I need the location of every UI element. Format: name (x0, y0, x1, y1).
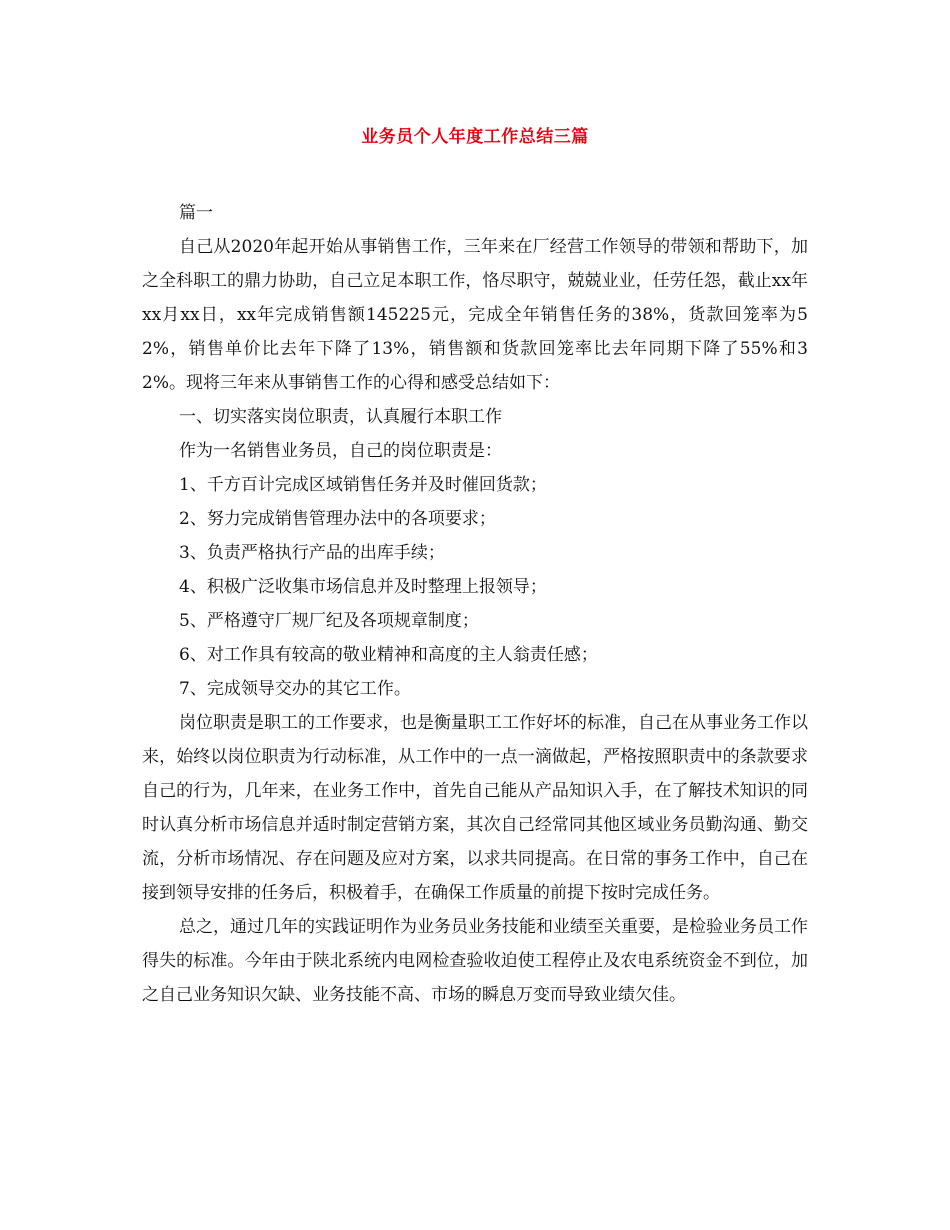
paragraph-intro: 自己从2020年起开始从事销售工作，三年来在厂经营工作领导的带领和帮助下，加之全科职工的鼎力协助，自己立足本职工作，恪尽职守，兢兢业业，任劳任怨，截止xx年xx月xx日，xx年完成销售额145225元，完成全年销售任务的38%，货款回笼率为52%，销售单价比去年下降了13%，销售额和货款回笼率比去年同期下降了55%和32%。现将三年来从事销售工作的心得和感受总结如下： (142, 237, 808, 393)
paragraph-duties-intro: 作为一名销售业务员，自己的岗位职责是： (179, 441, 502, 461)
section-heading-part-one: 篇一 (179, 203, 213, 223)
paragraph-duty-standard: 岗位职责是职工的工作要求，也是衡量职工工作好坏的标准，自己在从事业务工作以来，始终以岗位职责为行动标准，从工作中的一点一滴做起，严格按照职责中的条款要求自己的行为，几年来，在业务工作中，首先自己能从产品知识入手，在了解技术知识的同时认真分析市场信息并适时制定营销方案，其次自己经常同其他区域业务员勤沟通、勤交流，分析市场情况、存在问题及应对方案，以求共同提高。在日常的事务工作中，自己在接到领导安排的任务后，积极着手，在确保工作质量的前提下按时完成任务。 (142, 713, 808, 903)
duty-item-4: 4、积极广泛收集市场信息并及时整理上报领导； (179, 577, 547, 597)
duty-item-6: 6、对工作具有较高的敬业精神和高度的主人翁责任感； (179, 645, 598, 665)
duty-item-2: 2、努力完成销售管理办法中的各项要求； (179, 509, 496, 529)
paragraph-conclusion: 总之，通过几年的实践证明作为业务员业务技能和业绩至关重要，是检验业务员工作得失的标准。今年由于陕北系统内电网检查验收迫使工程停止及农电系统资金不到位，加之自己业务知识欠缺、业务技能不高、市场的瞬息万变而导致业绩欠佳。 (142, 917, 808, 1005)
section-heading-duties: 一、切实落实岗位职责，认真履行本职工作 (179, 407, 502, 427)
document-body (142, 196, 808, 1012)
duty-item-5: 5、严格遵守厂规厂纪及各项规章制度； (179, 611, 479, 631)
duty-item-7: 7、完成领导交办的其它工作。 (179, 679, 411, 699)
duty-item-1: 1、千方百计完成区域销售任务并及时催回货款； (179, 475, 547, 495)
duty-item-3: 3、负责严格执行产品的出库手续； (179, 543, 445, 563)
document-title: 业务员个人年度工作总结三篇 (361, 127, 589, 147)
